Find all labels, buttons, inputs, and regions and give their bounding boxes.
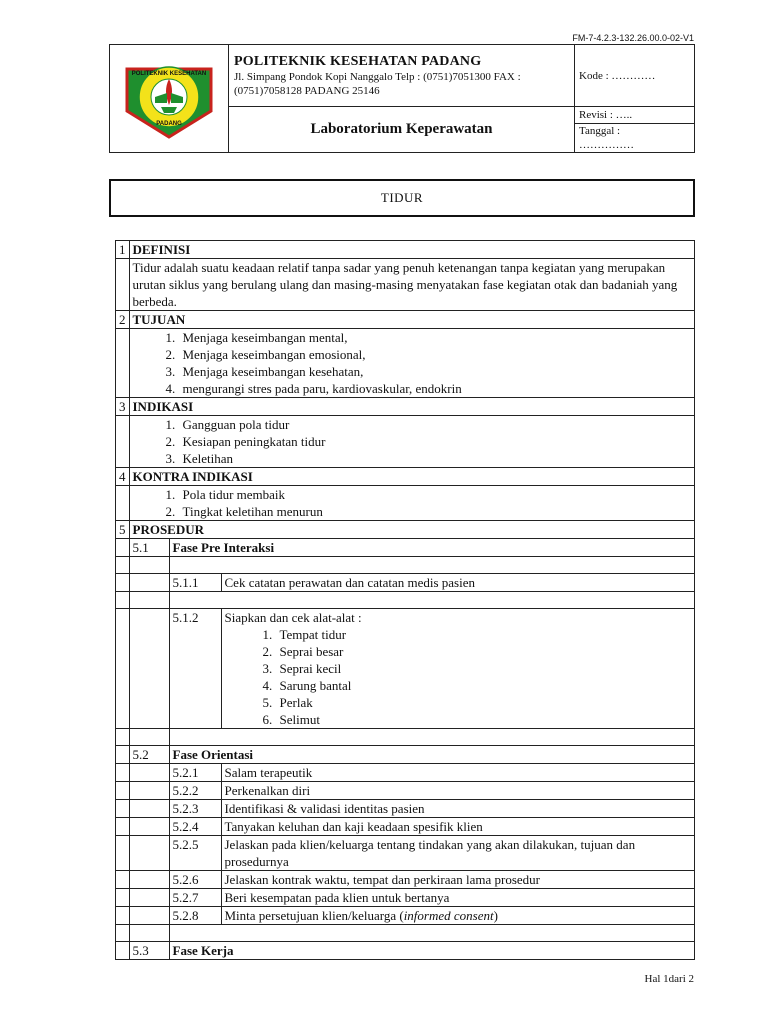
list-item: 2. Kesiapan peningkatan tidur [179, 433, 692, 450]
page-number: Hal 1dari 2 [644, 973, 694, 985]
step-number: 5.1.1 [169, 574, 221, 592]
step-row [116, 782, 695, 800]
definisi-text: Tidur adalah suatu keadaan relatif tanpa sadar yang penuh ketenangan tanpa kegiatan yang merupakan urutan siklus yang berulang ulang dan masing-masing menyatakan fase kegiatan otak dan badaniah yang berbeda. [129, 259, 695, 311]
list-item: 1. Menjaga keseimbangan mental, [179, 329, 692, 346]
kontra-list [133, 486, 692, 520]
list-item: 4. Sarung bantal [276, 677, 692, 694]
institution-name: POLITEKNIK KESEHATAN PADANG [234, 53, 482, 69]
step-number: 5.2.6 [169, 871, 221, 889]
tanggal-label: Tanggal : [579, 125, 621, 137]
step-row [116, 818, 695, 836]
step-row [116, 889, 695, 907]
step-text: Jelaskan kontrak waktu, tempat dan perkiraan lama prosedur [221, 871, 695, 889]
kontra-header [116, 468, 695, 486]
list-item: 6. Selimut [276, 711, 692, 728]
phase-5-2 [116, 746, 695, 764]
definisi-header [116, 241, 695, 259]
phase-title: Fase Orientasi [169, 746, 695, 764]
form-code: FM-7-4.2.3-132.26.00.0-02-V1 [572, 33, 694, 43]
logo-text-bottom: PADANG [156, 121, 182, 127]
step-number: 5.2.1 [169, 764, 221, 782]
document-header [109, 44, 695, 153]
tujuan-list [133, 329, 692, 397]
step-number: 5.2.3 [169, 800, 221, 818]
list-item: 1. Pola tidur membaik [179, 486, 692, 503]
phase-5-1 [116, 539, 695, 557]
step-number: 5.1.2 [169, 609, 221, 729]
phase-5-3 [116, 942, 695, 960]
step-text: Perkenalkan diri [221, 782, 695, 800]
phase-title: Fase Kerja [169, 942, 695, 960]
address-line-2: (0751)7058128 PADANG 25146 [234, 84, 380, 97]
section-title: PROSEDUR [129, 521, 695, 539]
section-title: KONTRA INDIKASI [129, 468, 695, 486]
phase-number: 5.2 [129, 746, 169, 764]
step-text: Beri kesempatan pada klien untuk bertanya [221, 889, 695, 907]
list-item: 4. mengurangi stres pada paru, kardiovaskular, endokrin [179, 380, 692, 397]
indikasi-header [116, 398, 695, 416]
section-number: 5 [116, 521, 130, 539]
document-title: TIDUR [109, 179, 695, 217]
equipment-list [225, 626, 692, 728]
tujuan-header [116, 311, 695, 329]
logo-text-top: POLITEKNIK KESEHATAN [131, 71, 207, 77]
section-number: 3 [116, 398, 130, 416]
list-item: 2. Seprai besar [276, 643, 692, 660]
section-title: DEFINISI [129, 241, 695, 259]
step-row [116, 836, 695, 871]
list-item: 5. Perlak [276, 694, 692, 711]
step-text-close: ) [493, 908, 498, 923]
tanggal-value: …………… [579, 139, 634, 151]
revision-cell [575, 107, 695, 153]
step-row [116, 871, 695, 889]
list-item: 1. Gangguan pola tidur [179, 416, 692, 433]
step-text: Siapkan dan cek alat-alat : [224, 610, 362, 625]
section-title: TUJUAN [129, 311, 695, 329]
list-item: 2. Menjaga keseimbangan emosional, [179, 346, 692, 363]
step-text: Identifikasi & validasi identitas pasien [221, 800, 695, 818]
list-item: 3. Keletihan [179, 450, 692, 467]
step-text [221, 907, 695, 925]
phase-number: 5.3 [129, 942, 169, 960]
step-row [116, 764, 695, 782]
step-text: Tanyakan keluhan dan kaji keadaan spesifik klien [221, 818, 695, 836]
section-number: 2 [116, 311, 130, 329]
step-row [116, 907, 695, 925]
logo-cell [110, 45, 229, 153]
poltekkes-logo [119, 53, 219, 139]
step-number: 5.2.4 [169, 818, 221, 836]
step-text: Cek catatan perawatan dan catatan medis pasien [221, 574, 695, 592]
section-number: 1 [116, 241, 130, 259]
address-line-1: Jl. Simpang Pondok Kopi Nanggalo Telp : (0751)7051300 FAX : [234, 70, 521, 83]
section-title: INDIKASI [129, 398, 695, 416]
step-text: Jelaskan pada klien/keluarga tentang tindakan yang akan dilakukan, tujuan dan prosedurnya [221, 836, 695, 871]
step-row [116, 574, 695, 592]
institution-cell [229, 45, 575, 107]
sop-table [115, 240, 695, 960]
lab-name: Laboratorium Keperawatan [229, 107, 575, 153]
step-text-italic: informed consent [403, 908, 494, 923]
list-item: 2. Tingkat keletihan menurun [179, 503, 692, 520]
section-number: 4 [116, 468, 130, 486]
step-row [116, 800, 695, 818]
phase-number: 5.1 [129, 539, 169, 557]
step-number: 5.2.5 [169, 836, 221, 871]
step-text-main: Minta persetujuan klien/keluarga ( [224, 908, 404, 923]
step-number: 5.2.7 [169, 889, 221, 907]
indikasi-list [133, 416, 692, 467]
list-item: 3. Menjaga keseimbangan kesehatan, [179, 363, 692, 380]
step-number: 5.2.2 [169, 782, 221, 800]
step-number: 5.2.8 [169, 907, 221, 925]
step-row [116, 609, 695, 729]
prosedur-header [116, 521, 695, 539]
list-item: 1. Tempat tidur [276, 626, 692, 643]
revisi: Revisi : ….. [575, 107, 694, 124]
list-item: 3. Seprai kecil [276, 660, 692, 677]
kode-cell: Kode : ………… [575, 45, 695, 107]
phase-title: Fase Pre Interaksi [169, 539, 695, 557]
step-text: Salam terapeutik [221, 764, 695, 782]
